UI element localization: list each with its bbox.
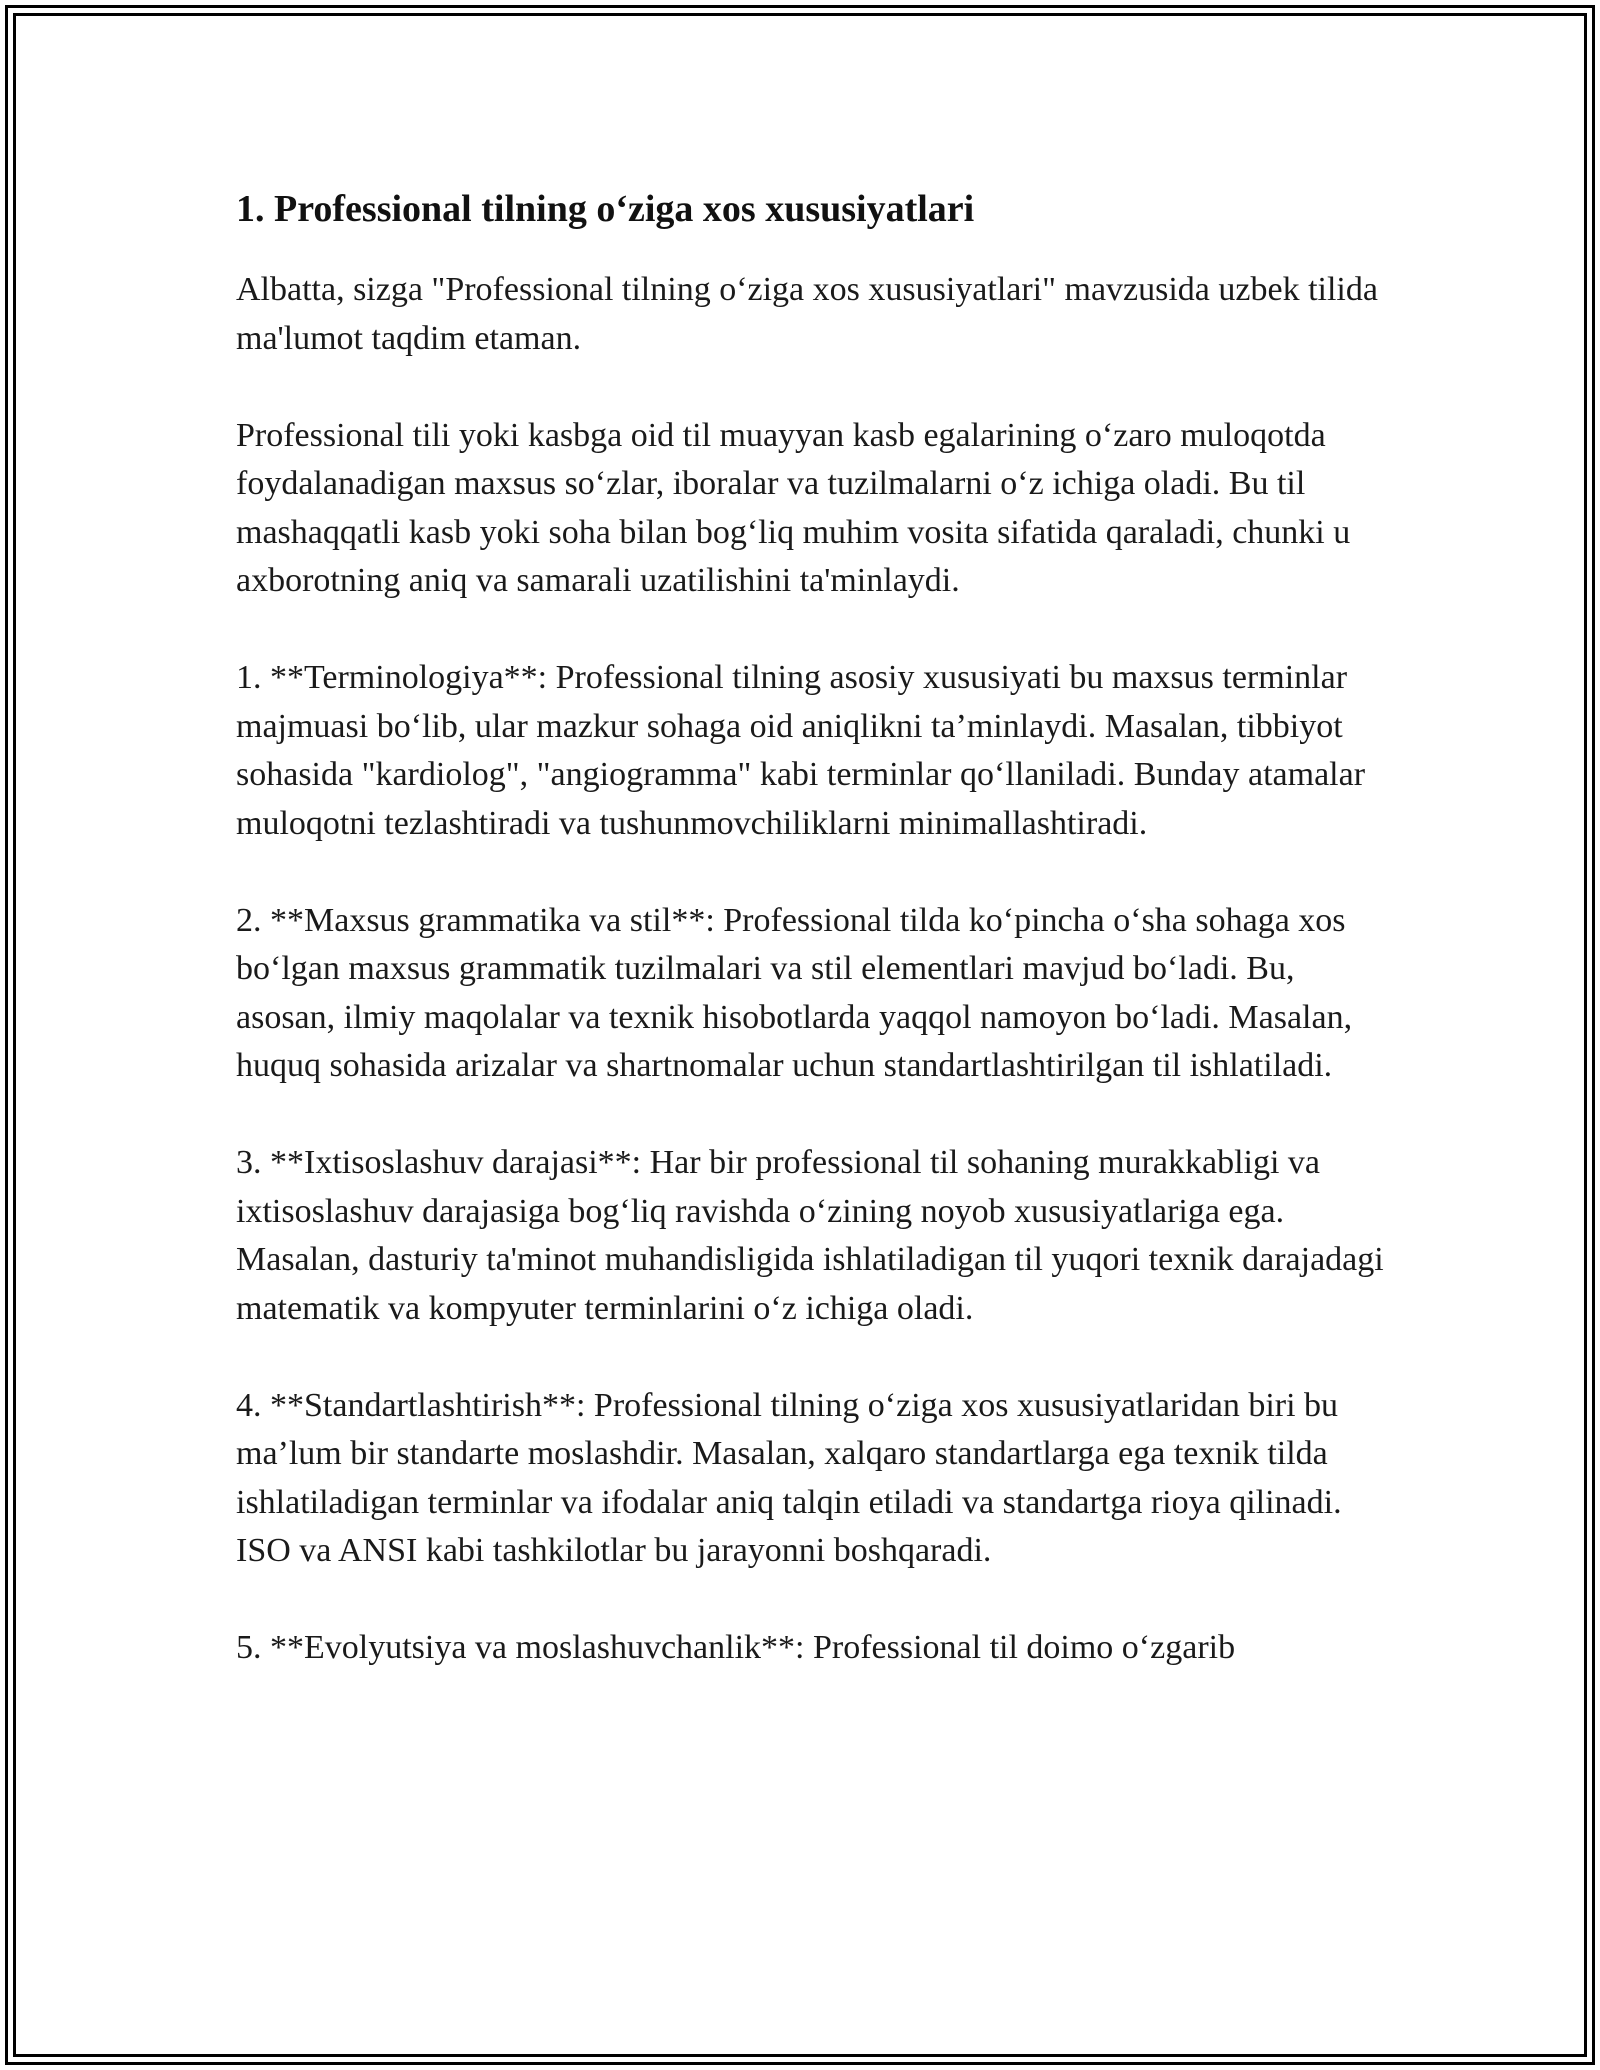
paragraph-terminology: 1. **Terminologiya**: Professional tilning asosiy xususiyati bu maxsus terminlar majmuasi bo‘lib, ular mazkur sohaga oid aniqlikni ta’minlaydi. Masalan, tibbiyot sohasida "kardiolog", "angiogramma" kabi terminlar qo‘llaniladi. Bunday atamalar muloqotni tezlashtiradi va tushunmovchiliklarni minimallashtiradi. xyxy=(236,659,1366,842)
document-heading: 1. Professional tilning o‘ziga xos xususiyatlari xyxy=(236,188,975,230)
paragraph-standardization: 4. **Standartlashtirish**: Professional tilning o‘ziga xos xususiyatlaridan biri bu ma’lum bir standarte moslashdir. Masalan, xalqaro standartlarga ega texnik tilda ishlatiladigan terminlar va ifodalar aniq talqin etiladi va standartga rioya qilinadi. ISO va ANSI kabi tashkilotlar bu jarayonni boshqaradi. xyxy=(236,1386,1342,1569)
paragraph-specialization: 3. **Ixtisoslashuv darajasi**: Har bir professional til sohaning murakkabligi va ixtisoslashuv darajasiga bog‘liq ravishda o‘zining noyob xususiyatlariga ega. Masalan, dasturiy ta'minot muhandisligida ishlatiladigan til yuqori texnik darajadagi matematik va kompyuter terminlarini o‘z ichiga oladi. xyxy=(236,1144,1384,1327)
document-body xyxy=(236,186,1396,1721)
paragraph-grammar-style: 2. **Maxsus grammatika va stil**: Professional tilda ko‘pincha o‘sha sohaga xos bo‘lgan maxsus grammatik tuzilmalari va stil elementlari mavjud bo‘ladi. Bu, asosan, ilmiy maqolalar va texnik hisobotlarda yaqqol namoyon bo‘ladi. Masalan, huquq sohasida arizalar va shartnomalar uchun standartlashtirilgan til ishlatiladi. xyxy=(236,901,1353,1084)
paragraph-intro: Albatta, sizga "Professional tilning o‘ziga xos xususiyatlari" mavzusida uzbek tilida ma'lumot taqdim etaman. xyxy=(236,271,1378,357)
paragraph-evolution: 5. **Evolyutsiya va moslashuvchanlik**: Professional til doimo o‘zgarib xyxy=(236,1629,1236,1666)
paragraph-definition: Professional tili yoki kasbga oid til muayyan kasb egalarining o‘zaro muloqotda foydalanadigan maxsus so‘zlar, iboralar va tuzilmalarni o‘z ichiga oladi. Bu til mashaqqatli kasb yoki soha bilan bog‘liq muhim vosita sifatida qaraladi, chunki u axborotning aniq va samarali uzatilishini ta'minlaydi. xyxy=(236,416,1351,599)
